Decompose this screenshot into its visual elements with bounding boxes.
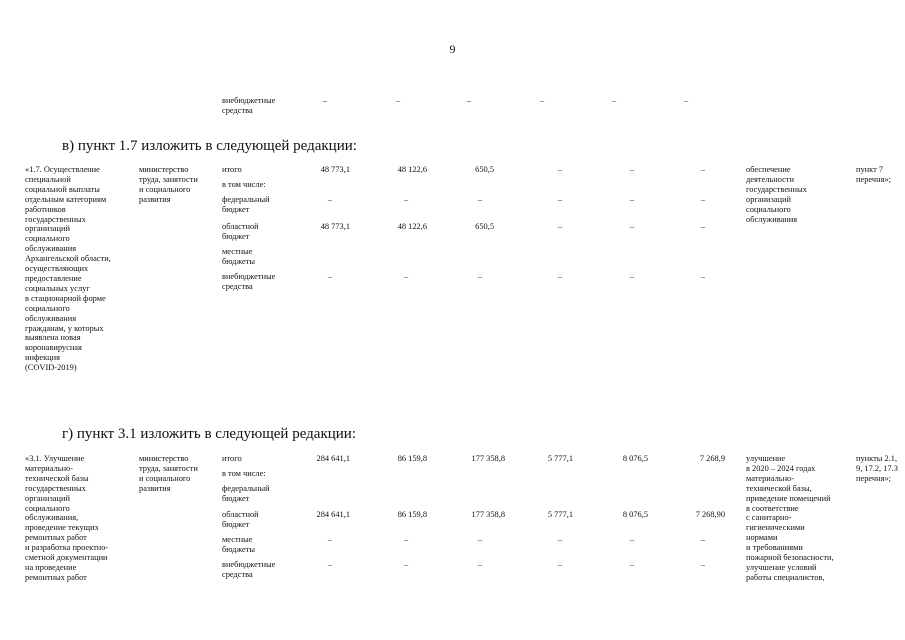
section-g-value: 284 641,1 xyxy=(316,454,350,463)
section-v-row-label: итого xyxy=(222,165,242,174)
section-g-row-label: местные бюджеты xyxy=(222,535,256,554)
section-g-heading: г) пункт 3.1 изложить в следующей редакции: xyxy=(62,426,356,442)
section-v-value: – xyxy=(629,222,635,231)
section-v-value: – xyxy=(557,272,563,281)
section-v-value: – xyxy=(629,195,635,204)
page-number: 9 xyxy=(449,42,456,56)
section-g-value: 5 777,1 xyxy=(547,454,573,463)
section-g-value: – xyxy=(327,535,333,544)
section-g-row-label: в том числе: xyxy=(222,469,266,478)
section-v-value: 48 122,6 xyxy=(397,165,427,174)
section-g-value: – xyxy=(700,560,706,569)
section-v-value: – xyxy=(700,195,706,204)
top-row-label: внебюджетные средства xyxy=(222,96,276,115)
section-v-value: 48 773,1 xyxy=(320,165,350,174)
section-g-reference: пункты 2.1, 9, 17.2, 17.3 перечня»; xyxy=(856,454,898,483)
section-v-value: 650,5 xyxy=(475,165,494,174)
section-v-value: – xyxy=(557,222,563,231)
section-v-row-label: местные бюджеты xyxy=(222,247,256,266)
section-v-value: – xyxy=(700,165,706,174)
section-v-row-label: в том числе: xyxy=(222,180,266,189)
top-row-dash: – xyxy=(322,96,328,105)
section-g-value: – xyxy=(629,535,635,544)
section-g-value: 8 076,5 xyxy=(622,510,648,519)
section-g-executor: министерство труда, занятости и социального развития xyxy=(139,454,198,493)
section-v-value: – xyxy=(403,272,409,281)
section-v-value: – xyxy=(327,195,333,204)
section-g-value: 7 268,90 xyxy=(695,510,725,519)
section-g-value: – xyxy=(327,560,333,569)
section-v-value: – xyxy=(700,222,706,231)
section-v-value: 48 122,6 xyxy=(397,222,427,231)
section-v-row-label: областной бюджет xyxy=(222,222,259,241)
section-v-value: – xyxy=(700,272,706,281)
section-g-row-label: итого xyxy=(222,454,242,463)
section-g-row-label: внебюджетные средства xyxy=(222,560,276,579)
section-v-row-label: внебюджетные средства xyxy=(222,272,276,291)
section-g-row-label: областной бюджет xyxy=(222,510,259,529)
top-row-dash: – xyxy=(539,96,545,105)
section-v-value: – xyxy=(557,165,563,174)
section-v-reference: пункт 7 перечня»; xyxy=(856,165,891,184)
section-v-result: обеспечение деятельности государственных организаций социального обслуживания xyxy=(746,165,807,224)
section-g-value: 177 358,8 xyxy=(471,454,505,463)
section-v-value: 48 773,1 xyxy=(320,222,350,231)
section-v-value: – xyxy=(403,195,409,204)
section-v-value: – xyxy=(629,165,635,174)
section-v-value: – xyxy=(477,195,483,204)
section-g-value: 8 076,5 xyxy=(622,454,648,463)
section-v-row-label: федеральный бюджет xyxy=(222,195,270,214)
section-g-value: 86 159,8 xyxy=(397,454,427,463)
top-row-dash: – xyxy=(611,96,617,105)
section-g-event: «3.1. Улучшение материально- технической базы государственных организаций социального обслуживания, проведение текущих ремонтных работ и разработка проектно- сметной документации на проведение ремонтных работ xyxy=(25,454,109,582)
section-g-value: – xyxy=(629,560,635,569)
section-v-event: «1.7. Осуществление специальной социальной выплаты отдельным категориям работников государственных организаций социального обслуживания Архангельской области, осуществляющих предоставление социальных услуг в стационарной форме социального обслуживания гражданам, у которых выявлена новая коронавирусная инфекция (COVID-2019) xyxy=(25,165,111,373)
top-row-dash: – xyxy=(683,96,689,105)
section-g-value: 5 777,1 xyxy=(547,510,573,519)
section-g-row-label: федеральный бюджет xyxy=(222,484,270,503)
section-g-value: – xyxy=(477,535,483,544)
section-v-value: – xyxy=(327,272,333,281)
section-g-value: 86 159,8 xyxy=(397,510,427,519)
top-row-dash: – xyxy=(466,96,472,105)
section-v-value: 650,5 xyxy=(475,222,494,231)
top-row-dash: – xyxy=(395,96,401,105)
section-v-value: – xyxy=(477,272,483,281)
section-g-value: – xyxy=(403,535,409,544)
section-g-result: улучшение в 2020 – 2024 годах материально- технической базы, приведение помещений в соответствие с санитарно- гигиеническими нормами и требованиями пожарной безопасности, улучшение условий работы специалистов, xyxy=(746,454,834,582)
section-v-value: – xyxy=(629,272,635,281)
section-g-value: 284 641,1 xyxy=(316,510,350,519)
section-v-executor: министерство труда, занятости и социального развития xyxy=(139,165,198,204)
section-g-value: – xyxy=(403,560,409,569)
section-g-value: 177 358,8 xyxy=(471,510,505,519)
section-g-value: 7 268,9 xyxy=(699,454,725,463)
section-g-value: – xyxy=(477,560,483,569)
section-g-value: – xyxy=(557,560,563,569)
section-g-value: – xyxy=(557,535,563,544)
section-v-value: – xyxy=(557,195,563,204)
section-v-heading: в) пункт 1.7 изложить в следующей редакции: xyxy=(62,138,357,154)
section-g-value: – xyxy=(700,535,706,544)
